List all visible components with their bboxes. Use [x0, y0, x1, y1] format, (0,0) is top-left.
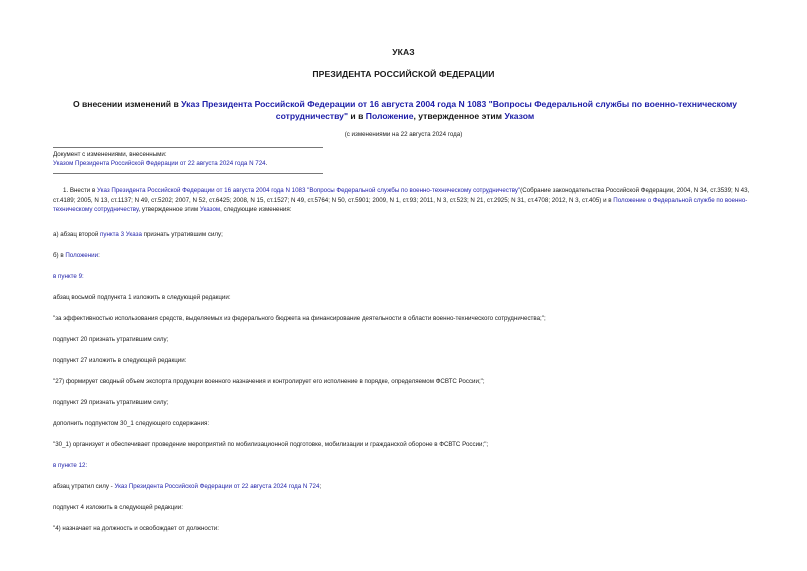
paragraph-punkt-9: [53, 272, 767, 282]
amendment-note-link-line: [53, 159, 323, 168]
paragraph-podpunkt-27: подпункт 27 изложить в следующей редакции:: [53, 357, 187, 364]
paragraph-abzac-8: абзац восьмой подпункта 1 изложить в следующей редакции:: [53, 294, 231, 301]
p2-suffix: признать утратившим силу;: [141, 231, 223, 238]
amendment-note-box: [53, 147, 323, 174]
subject-middle: и в: [348, 110, 366, 121]
paragraph-podpunkt-4: подпункт 4 изложить в следующей редакции:: [53, 504, 183, 511]
p14-suffix: ;: [319, 483, 322, 490]
p13-suffix: :: [85, 462, 88, 469]
p2-link[interactable]: пункта 3 Указа: [100, 231, 142, 238]
document-title-line2: ПРЕЗИДЕНТА РОССИЙСКОЙ ФЕДЕРАЦИИ: [312, 69, 495, 79]
paragraph-punkt-12: [53, 461, 767, 471]
document-subject: [55, 99, 755, 122]
p1-link-ukaz[interactable]: Указ Президента Российской Федерации от 16 августа 2004 года N 1083 "Вопросы Федеральной службы по военно-техническому сотрудничеству": [96, 187, 521, 194]
paragraph-podpunkt-30-1: дополнить подпунктом 30_1 следующего содержания:: [53, 420, 210, 427]
p2-prefix: а) абзац второй: [53, 231, 101, 238]
document-title-line1: УКАЗ: [392, 47, 415, 57]
paragraph-quote-4: "4) назначает на должность и освобождает от должности:: [53, 525, 219, 532]
p14-prefix: абзац утратил силу -: [53, 483, 115, 490]
subject-link-polozhenie[interactable]: Положение: [365, 110, 414, 121]
paragraph-podpunkt-29: подпункт 29 признать утратившим силу;: [53, 399, 169, 406]
edition-note: (с изменениями на 22 августа 2024 года): [344, 131, 463, 138]
subject-link-ukazom[interactable]: Указом: [504, 110, 535, 121]
amendment-note-label: Документ с изменениями, внесенными:: [53, 151, 167, 158]
paragraph-abzac-utratil: [53, 482, 767, 492]
paragraph-a: [53, 230, 767, 240]
subject-middle2: , утвержденное этим: [413, 110, 505, 121]
paragraph-quote-30-1: "30_1) организует и обеспечивает проведение мероприятий по мобилизационной подготовке, мобилизации и гражданской обороне в ФСВТС России;";: [53, 441, 489, 448]
p1-text1: (Собрание законодательства Российской Федерации, 2004, N 34, ст.3539; N 43, ст.4189; 2005, N 13, ст.1137; N 49, ст.5202; 2007, N 52, ст.6425; 2008, N 15, ст.1527; N 49, ст.5764; N 50, ст.5901; 2009, N 1, ст.93; 2011, N 3, ст.523; N 21, ст.2925; N 31, ст.4708; 2012, N 3, ст.405) и в: [53, 187, 750, 204]
subject-prefix: О внесении изменений в: [72, 99, 182, 109]
paragraph-quote-1: "за эффективностью использования средств, выделяемых из федерального бюджета на финансирование деятельности в области военно-технического сотрудничества;";: [53, 315, 546, 322]
p3-prefix: б) в: [53, 252, 66, 259]
p1-text2: , утвержденное этим: [138, 206, 200, 213]
paragraph-podpunkt-20: подпункт 20 признать утратившим силу;: [53, 336, 169, 343]
amendment-note-dot: .: [265, 160, 268, 167]
p4-link[interactable]: в пункте 9: [53, 273, 83, 280]
p1-link-polozhenie[interactable]: Положение о Федеральной службе по военно-техническому сотрудничеству: [53, 196, 748, 213]
paragraph-1: [53, 186, 767, 215]
p1-prefix: 1. Внести в: [63, 187, 97, 194]
amendment-note-link[interactable]: Указом Президента Российской Федерации от 22 августа 2024 года N 724: [53, 160, 266, 167]
p4-suffix: :: [82, 273, 84, 280]
p3-link[interactable]: Положении: [65, 252, 99, 259]
p1-text3: , следующие изменения:: [220, 206, 292, 213]
paragraph-b: [53, 251, 767, 261]
p14-link[interactable]: Указ Президента Российской Федерации от 22 августа 2024 года N 724: [114, 483, 320, 490]
paragraph-quote-27: "27) формирует сводный объем экспорта продукции военного назначения и контролирует его исполнение в порядке, определяемом ФСВТС России;";: [53, 378, 485, 385]
p13-link[interactable]: в пункте 12: [53, 462, 86, 469]
subject-link-ukaz[interactable]: Указ Президента Российской Федерации от 16 августа 2004 года N 1083 "Вопросы Федеральной службы по военно-техническому сотрудничеству": [181, 99, 738, 121]
p1-link-ukazom[interactable]: Указом: [199, 206, 221, 213]
p3-suffix: :: [98, 252, 100, 259]
